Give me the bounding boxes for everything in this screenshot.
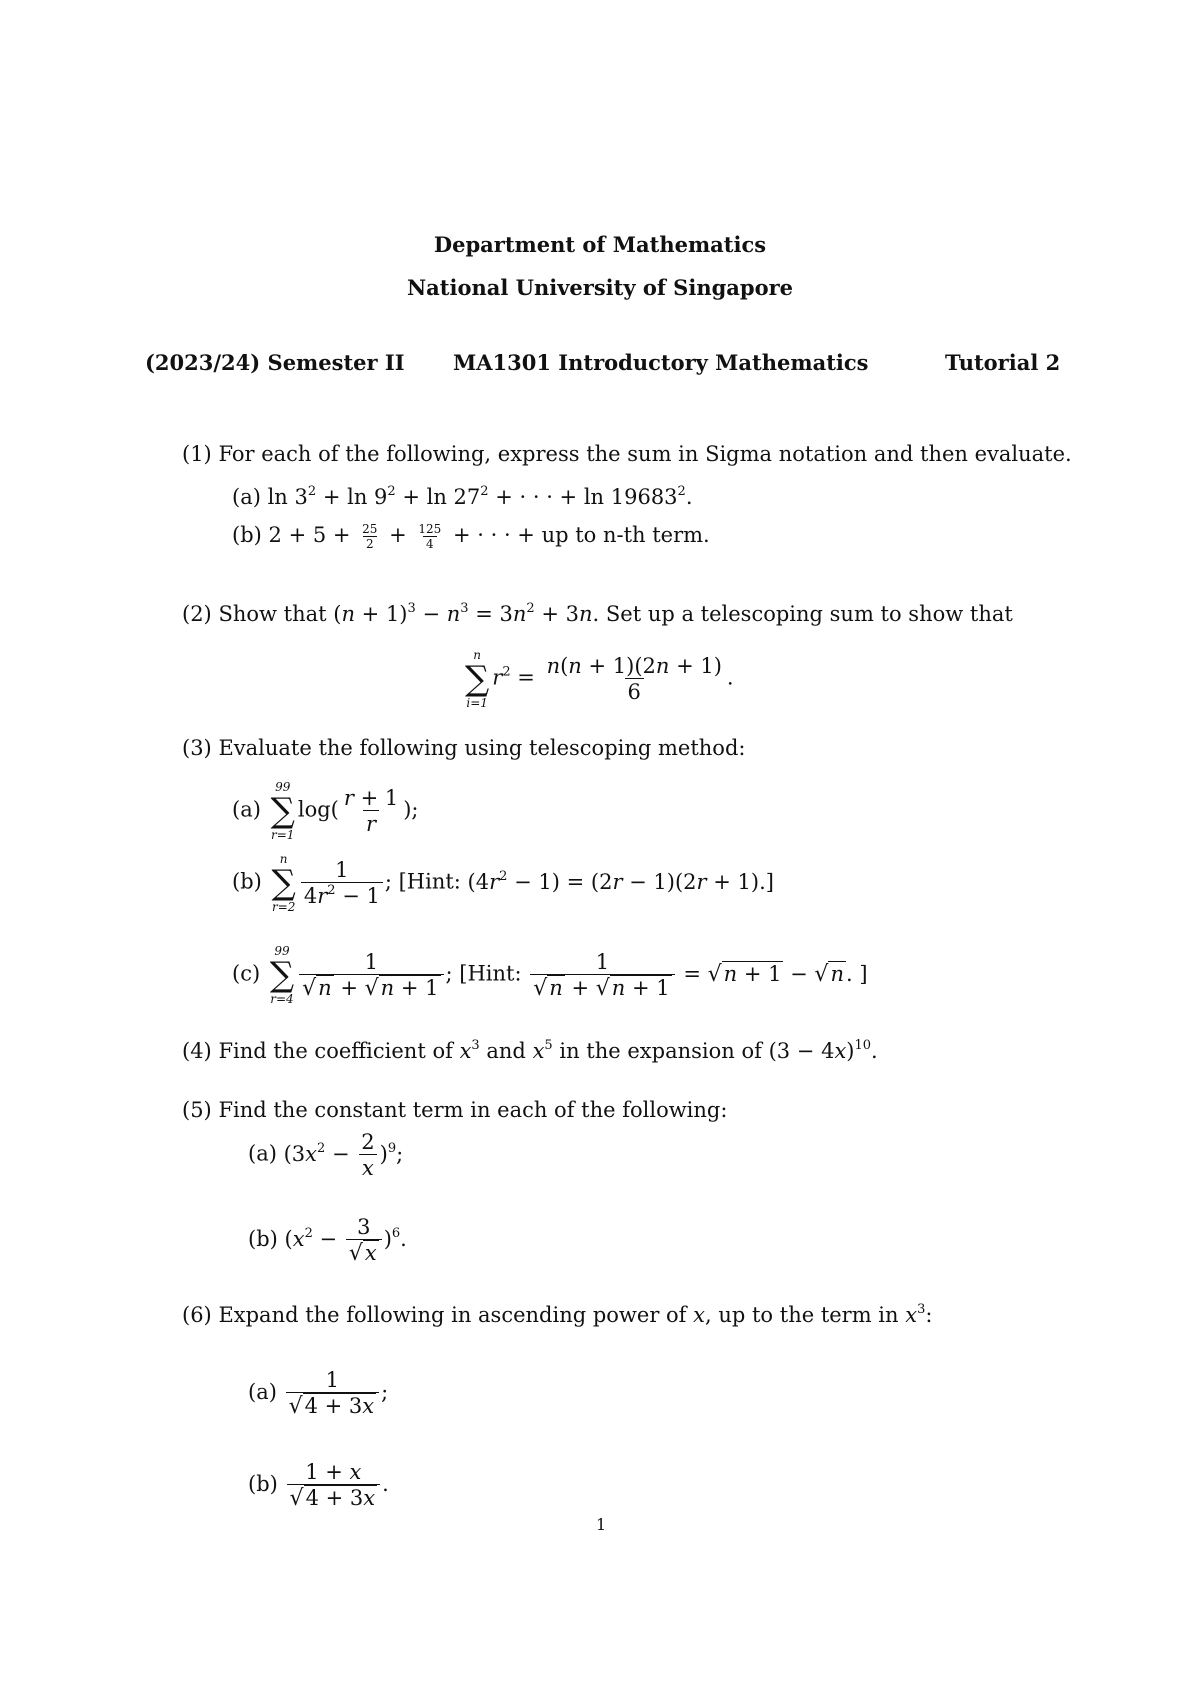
semester-label: (2023/24) Semester II — [145, 350, 405, 375]
part-label: (a) — [248, 1141, 277, 1166]
question-5a — [248, 1130, 403, 1180]
math-expression: = √n + 1 − √n. ] — [683, 961, 868, 987]
course-title: MA1301 Introductory Mathematics — [453, 350, 869, 375]
part-label: (b) — [248, 1227, 278, 1251]
fraction: $\frac{1}{√4 + 3x}$ — [286, 1368, 380, 1419]
question-number: (2) — [182, 602, 212, 626]
question-text: For each of the following, express the sum in Sigma notation and then evaluate. — [218, 442, 1072, 466]
question-number: (1) — [182, 442, 212, 466]
question-5 — [182, 1098, 727, 1122]
sigma-symbol: n ∑ r=2 — [271, 852, 296, 914]
question-1b — [232, 522, 710, 551]
math-expression: $(n + 1)^3 - n^3 = 3n^2 + 3n$. — [333, 601, 600, 626]
question-2 — [182, 602, 1013, 626]
part-label: (a) — [232, 797, 261, 822]
question-1 — [182, 442, 1072, 466]
question-text: Find the coefficient of — [218, 1039, 453, 1063]
question-text: Set up a telescoping sum to show that — [605, 602, 1013, 626]
university-title: National University of Singapore — [406, 275, 794, 300]
question-6b: (b) $\frac{1 + x}{√4 + 3x}$ . — [248, 1460, 389, 1511]
question-number: (5) — [182, 1098, 212, 1122]
question-text: Expand the following in ascending power of — [218, 1303, 687, 1327]
part-label: (b) — [248, 1472, 278, 1496]
question-number: (4) — [182, 1039, 212, 1063]
display-equation-sum-squares: n ∑ i=1 $r^2$ = $\frac{n(n + 1)(2n + 1)}{6}$ . — [465, 648, 734, 710]
question-3b: (b) n ∑ r=2 $\frac{1}{4r^2 - 1}$ ; [Hint: $(4r^2 - 1) = (2r - 1)(2r + 1)$.] — [232, 852, 774, 914]
question-6a: (a) $\frac{1}{√4 + 3x}$ ; — [248, 1368, 389, 1419]
question-number: (6) — [182, 1303, 212, 1327]
hint-label: [Hint: — [459, 961, 522, 986]
question-text: Evaluate the following using telescoping method: — [218, 736, 746, 760]
department-title: Department of Mathematics — [433, 232, 767, 257]
math-expression: ($x^2$ − $\frac{3}{√x}$ )$^6$. — [284, 1215, 407, 1266]
math-expression: $\ln 3^2 + \ln 9^2 + \ln 27^2$ + · · · + ln 19683$^2$. — [267, 484, 693, 509]
math-expression: $x^5$ — [532, 1038, 553, 1063]
question-4 — [182, 1039, 878, 1063]
math-expression: ($3x^2$ − $\frac{2}{x}$ )$^9$; — [283, 1130, 404, 1180]
fraction: $\frac{1 + x}{√4 + 3x}$ — [287, 1460, 381, 1511]
sigma-symbol: n ∑ i=1 — [465, 648, 490, 710]
question-text: , up to the term in — [705, 1303, 899, 1327]
math-expression: $x^3$ — [459, 1038, 480, 1063]
question-number: (3) — [182, 736, 212, 760]
question-text: in the expansion of — [559, 1039, 762, 1063]
part-label: (b) — [232, 869, 262, 894]
question-text: Show that — [218, 602, 327, 626]
question-3 — [182, 736, 745, 760]
fraction: $\frac{1}{√n + √n + 1}$ — [299, 950, 443, 1001]
fraction: $\frac{3}{√x}$ — [346, 1215, 382, 1266]
math-expression: $(4r^2 - 1) = (2r - 1)(2r + 1)$.] — [467, 868, 774, 894]
part-label: (a) — [248, 1380, 277, 1404]
fraction: $\frac{1}{4r^2 - 1}$ — [301, 858, 383, 908]
part-label: (c) — [232, 961, 261, 986]
question-text: Find the constant term in each of the following: — [218, 1098, 728, 1122]
fraction: $\frac{n(n + 1)(2n + 1)}{6}$ — [546, 654, 722, 704]
question-6 — [182, 1303, 932, 1327]
tutorial-label: Tutorial 2 — [945, 350, 1061, 375]
sigma-symbol: 99 ∑ r=4 — [269, 944, 295, 1006]
question-5b — [248, 1215, 407, 1266]
question-1a — [232, 485, 693, 509]
fraction: $\frac{125}{4}$ — [418, 522, 442, 551]
part-label: (a) — [232, 485, 261, 509]
math-expression: $(3 - 4x)^{10}$. — [768, 1038, 878, 1063]
hint-label: [Hint: — [398, 869, 461, 894]
question-3c: (c) 99 ∑ r=4 $\frac{1}{√n + √n + 1}$ ; [Hint: $\frac{1}{√n + √n + 1}$ = √n + 1 − √n. ] — [232, 944, 868, 1006]
fraction: $\frac{r + 1}{r}$ — [343, 786, 399, 836]
math-expression: 2 + 5 + $\frac{25}{2}$ + $\frac{125}{4}$ + · · · + — [268, 522, 542, 551]
question-text: and — [486, 1039, 526, 1063]
sigma-symbol: 99 ∑ r=1 — [270, 780, 295, 842]
fraction: $\frac{25}{2}$ — [362, 522, 378, 551]
part-text: up to n-th term. — [541, 523, 710, 547]
fraction: $\frac{2}{x}$ — [358, 1130, 377, 1180]
fraction: $\frac{1}{√n + √n + 1}$ — [530, 950, 674, 1001]
math-expression: x — [693, 1303, 705, 1327]
page-number: 1 — [596, 1515, 607, 1534]
question-3a: (a) 99 ∑ r=1 log( $\frac{r + 1}{r}$ ); — [232, 780, 419, 842]
part-label: (b) — [232, 523, 262, 547]
math-expression: $x^3$: — [905, 1302, 933, 1327]
